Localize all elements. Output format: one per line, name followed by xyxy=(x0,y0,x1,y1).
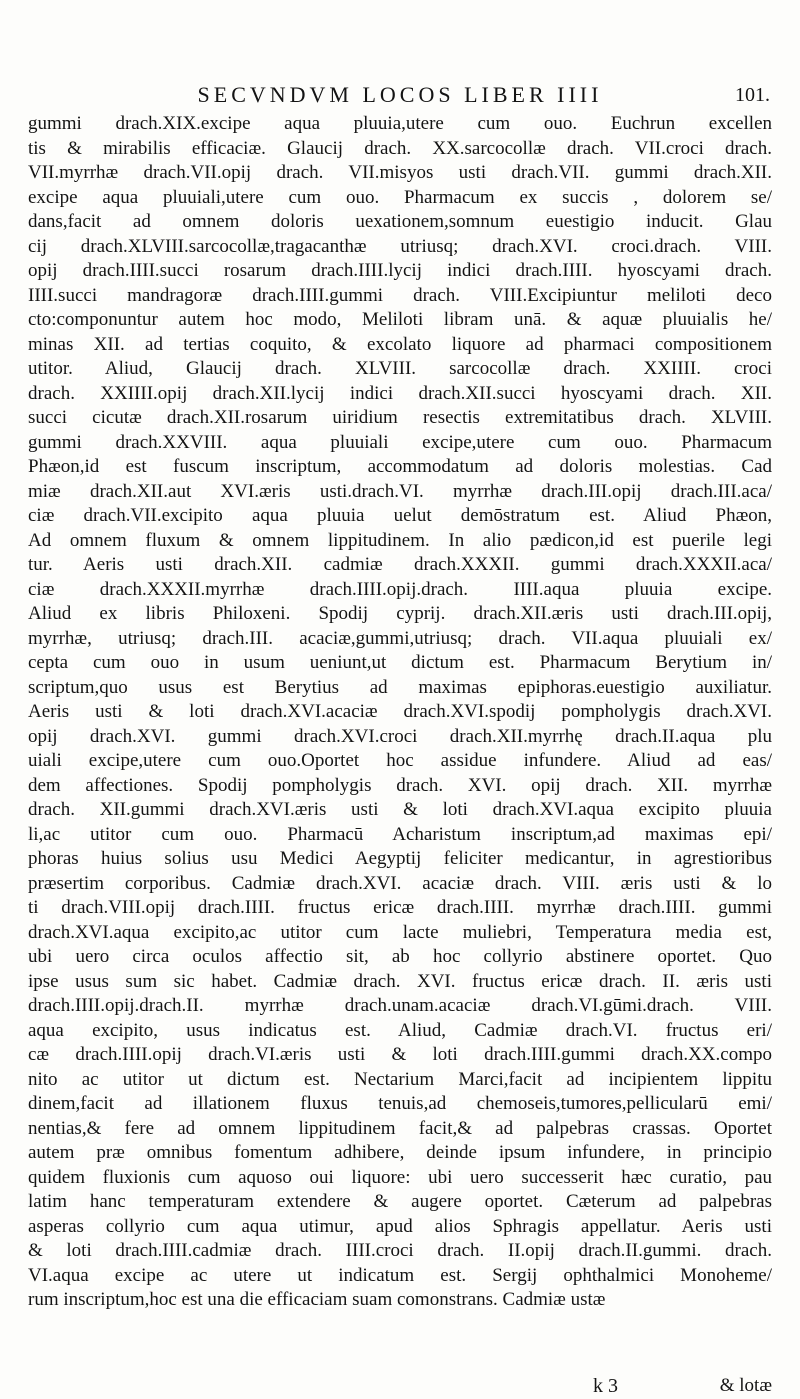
text-line: tis & mirabilis efficaciæ. Glaucij drach. XX.sarcocollæ drach. VII.croci drach. xyxy=(28,137,772,159)
text-line: Aeris usti & loti drach.XVI.acaciæ drach.XVI.spodij pompholygis drach.XVI. xyxy=(28,701,772,722)
text-line: excipe aqua pluuiali,utere cum ouo. Pharmacum ex succis , dolorem se/ xyxy=(28,186,772,208)
text-line: phoras huius solius usu Medici Aegyptij feliciter medicantur, in agrestioribus xyxy=(28,848,772,869)
text-line: & loti drach.IIII.cadmiæ drach. IIII.croci drach. II.opij drach.II.gummi. drach. xyxy=(28,1240,772,1261)
text-line: gummi drach.XXVIII. aqua pluuiali excipe,utere cum ouo. Pharmacum xyxy=(28,431,772,453)
text-line: cij drach.XLVIII.sarcocollæ,tragacanthæ utriusq; drach.XVI. croci.drach. VIII. xyxy=(28,235,772,257)
text-line: ubi uero circa oculos affectio sit, ab hoc collyrio abstinere oportet. Quo xyxy=(28,946,772,967)
text-line: Phæon,id est fuscum inscriptum, accommodatum ad doloris molestias. Cad xyxy=(28,456,772,477)
catchword: & lotæ xyxy=(719,1375,772,1396)
signature-mark: k 3 xyxy=(593,1375,618,1397)
text-line: latim hanc temperaturam extendere & augere oportet. Cæterum ad palpebras xyxy=(28,1191,772,1212)
text-line: nentias,& fere ad omnem lippitudinem facit,& ad palpebras crassas. Oportet xyxy=(28,1117,772,1139)
text-line: cto:componuntur autem hoc modo, Meliloti libram unā. & aquæ pluuialis he/ xyxy=(28,309,772,330)
text-line: nito ac utitor ut dictum est. Nectarium Marci,facit ad incipientem lippitu xyxy=(28,1068,772,1090)
body-text xyxy=(28,112,772,1313)
running-head xyxy=(30,80,770,110)
text-line: dem affectiones. Spodij pompholygis drach. XVI. opij drach. XII. myrrhæ xyxy=(28,774,772,796)
text-line: gummi drach.XIX.excipe aqua pluuia,utere cum ouo. Euchrun excellen xyxy=(28,113,772,134)
text-line: minas XII. ad tertias coquito, & excolato liquore ad pharmaci compositionem xyxy=(28,333,772,355)
text-line: drach.XVI.aqua excipito,ac utitor cum lacte muliebri, Temperatura media est, xyxy=(28,921,772,943)
text-line: drach. XII.gummi drach.XVI.æris usti & loti drach.XVI.aqua excipito pluuia xyxy=(28,799,772,820)
text-line: ipse usus sum sic habet. Cadmiæ drach. XVI. fructus ericæ drach. II. æris usti xyxy=(28,970,772,992)
text-line: utitor. Aliud, Glaucij drach. XLVIII. sarcocollæ drach. XXIIII. croci xyxy=(28,358,772,379)
text-line: tur. Aeris usti drach.XII. cadmiæ drach.XXXII. gummi drach.XXXII.aca/ xyxy=(28,554,772,575)
text-line: li,ac utitor cum ouo. Pharmacū Acharistum inscriptum,ad maximas epi/ xyxy=(28,823,772,845)
text-line: succi cicutæ drach.XII.rosarum uiridium resectis extremitatibus drach. XLVIII. xyxy=(28,407,772,428)
text-line: VII.myrrhæ drach.VII.opij drach. VII.misyos usti drach.VII. gummi drach.XII. xyxy=(28,162,772,183)
text-line: opij drach.XVI. gummi drach.XVI.croci drach.XII.myrrhę drach.II.aqua plu xyxy=(28,725,772,747)
text-line: cepta cum ouo in usum ueniunt,ut dictum est. Pharmacum Berytium in/ xyxy=(28,652,772,673)
text-line: ciæ drach.VII.excipito aqua pluuia uelut demōstratum est. Aliud Phæon, xyxy=(28,505,772,526)
text-line: dans,facit ad omnem doloris uexationem,somnum euestigio inducit. Glau xyxy=(28,211,772,232)
text-line: quidem fluxionis cum aquoso oui liquore: ubi uero successerit hæc curatio, pau xyxy=(28,1166,772,1188)
text-line: opij drach.IIII.succi rosarum drach.IIII.lycij indici drach.IIII. hyoscyami drach. xyxy=(28,260,772,281)
text-line: scriptum,quo usus est Berytius ad maximas epiphoras.euestigio auxiliatur. xyxy=(28,676,772,698)
text-line: Aliud ex libris Philoxeni. Spodij cyprij. drach.XII.æris usti drach.III.opij, xyxy=(28,603,772,624)
text-line: rum inscriptum,hoc est una die efficaciam suam comonstrans. Cadmiæ ustæ xyxy=(28,1289,606,1310)
text-line: asperas collyrio cum aqua utimur, apud alios Sphragis appellatur. Aeris usti xyxy=(28,1215,772,1237)
text-line: ciæ drach.XXXII.myrrhæ drach.IIII.opij.drach. IIII.aqua pluuia excipe. xyxy=(28,578,772,600)
folio-number: 101. xyxy=(735,84,770,106)
text-line: VI.aqua excipe ac utere ut indicatum est. Sergij ophthalmici Monoheme/ xyxy=(28,1264,772,1286)
text-line: ti drach.VIII.opij drach.IIII. fructus ericæ drach.IIII. myrrhæ drach.IIII. gummi xyxy=(28,897,772,918)
text-line: uiali excipe,utere cum ouo.Oportet hoc assidue infundere. Aliud ad eas/ xyxy=(28,750,772,771)
text-line: dinem,facit ad illationem fluxus tenuis,ad chemoseis,tumores,pellicularū emi/ xyxy=(28,1093,772,1114)
text-line: drach. XXIIII.opij drach.XII.lycij indici drach.XII.succi hyoscyami drach. XII. xyxy=(28,382,772,404)
running-title: SECVNDVM LOCOS LIBER IIII xyxy=(197,82,603,107)
page-footer xyxy=(28,1374,772,1398)
text-line: Ad omnem fluxum & omnem lippitudinem. In alio pædicon,id est puerile legi xyxy=(28,529,772,551)
text-line: miæ drach.XII.aut XVI.æris usti.drach.VI. myrrhæ drach.III.opij drach.III.aca/ xyxy=(28,480,772,502)
text-line: præsertim corporibus. Cadmiæ drach.XVI. acaciæ drach. VIII. æris usti & lo xyxy=(28,872,772,894)
text-line: autem præ omnibus fomentum adhibere, deinde ipsum infundere, in principio xyxy=(28,1142,772,1163)
text-line: IIII.succi mandragoræ drach.IIII.gummi drach. VIII.Excipiuntur meliloti deco xyxy=(28,284,772,306)
text-line: aqua excipito, usus indicatus est. Aliud, Cadmiæ drach.VI. fructus eri/ xyxy=(28,1019,772,1041)
text-line: myrrhæ, utriusq; drach.III. acaciæ,gummi,utriusq; drach. VII.aqua pluuiali ex/ xyxy=(28,627,772,649)
text-line: cæ drach.IIII.opij drach.VI.æris usti & loti drach.IIII.gummi drach.XX.compo xyxy=(28,1044,772,1065)
text-line: drach.IIII.opij.drach.II. myrrhæ drach.unam.acaciæ drach.VI.gūmi.drach. VIII. xyxy=(28,995,772,1016)
